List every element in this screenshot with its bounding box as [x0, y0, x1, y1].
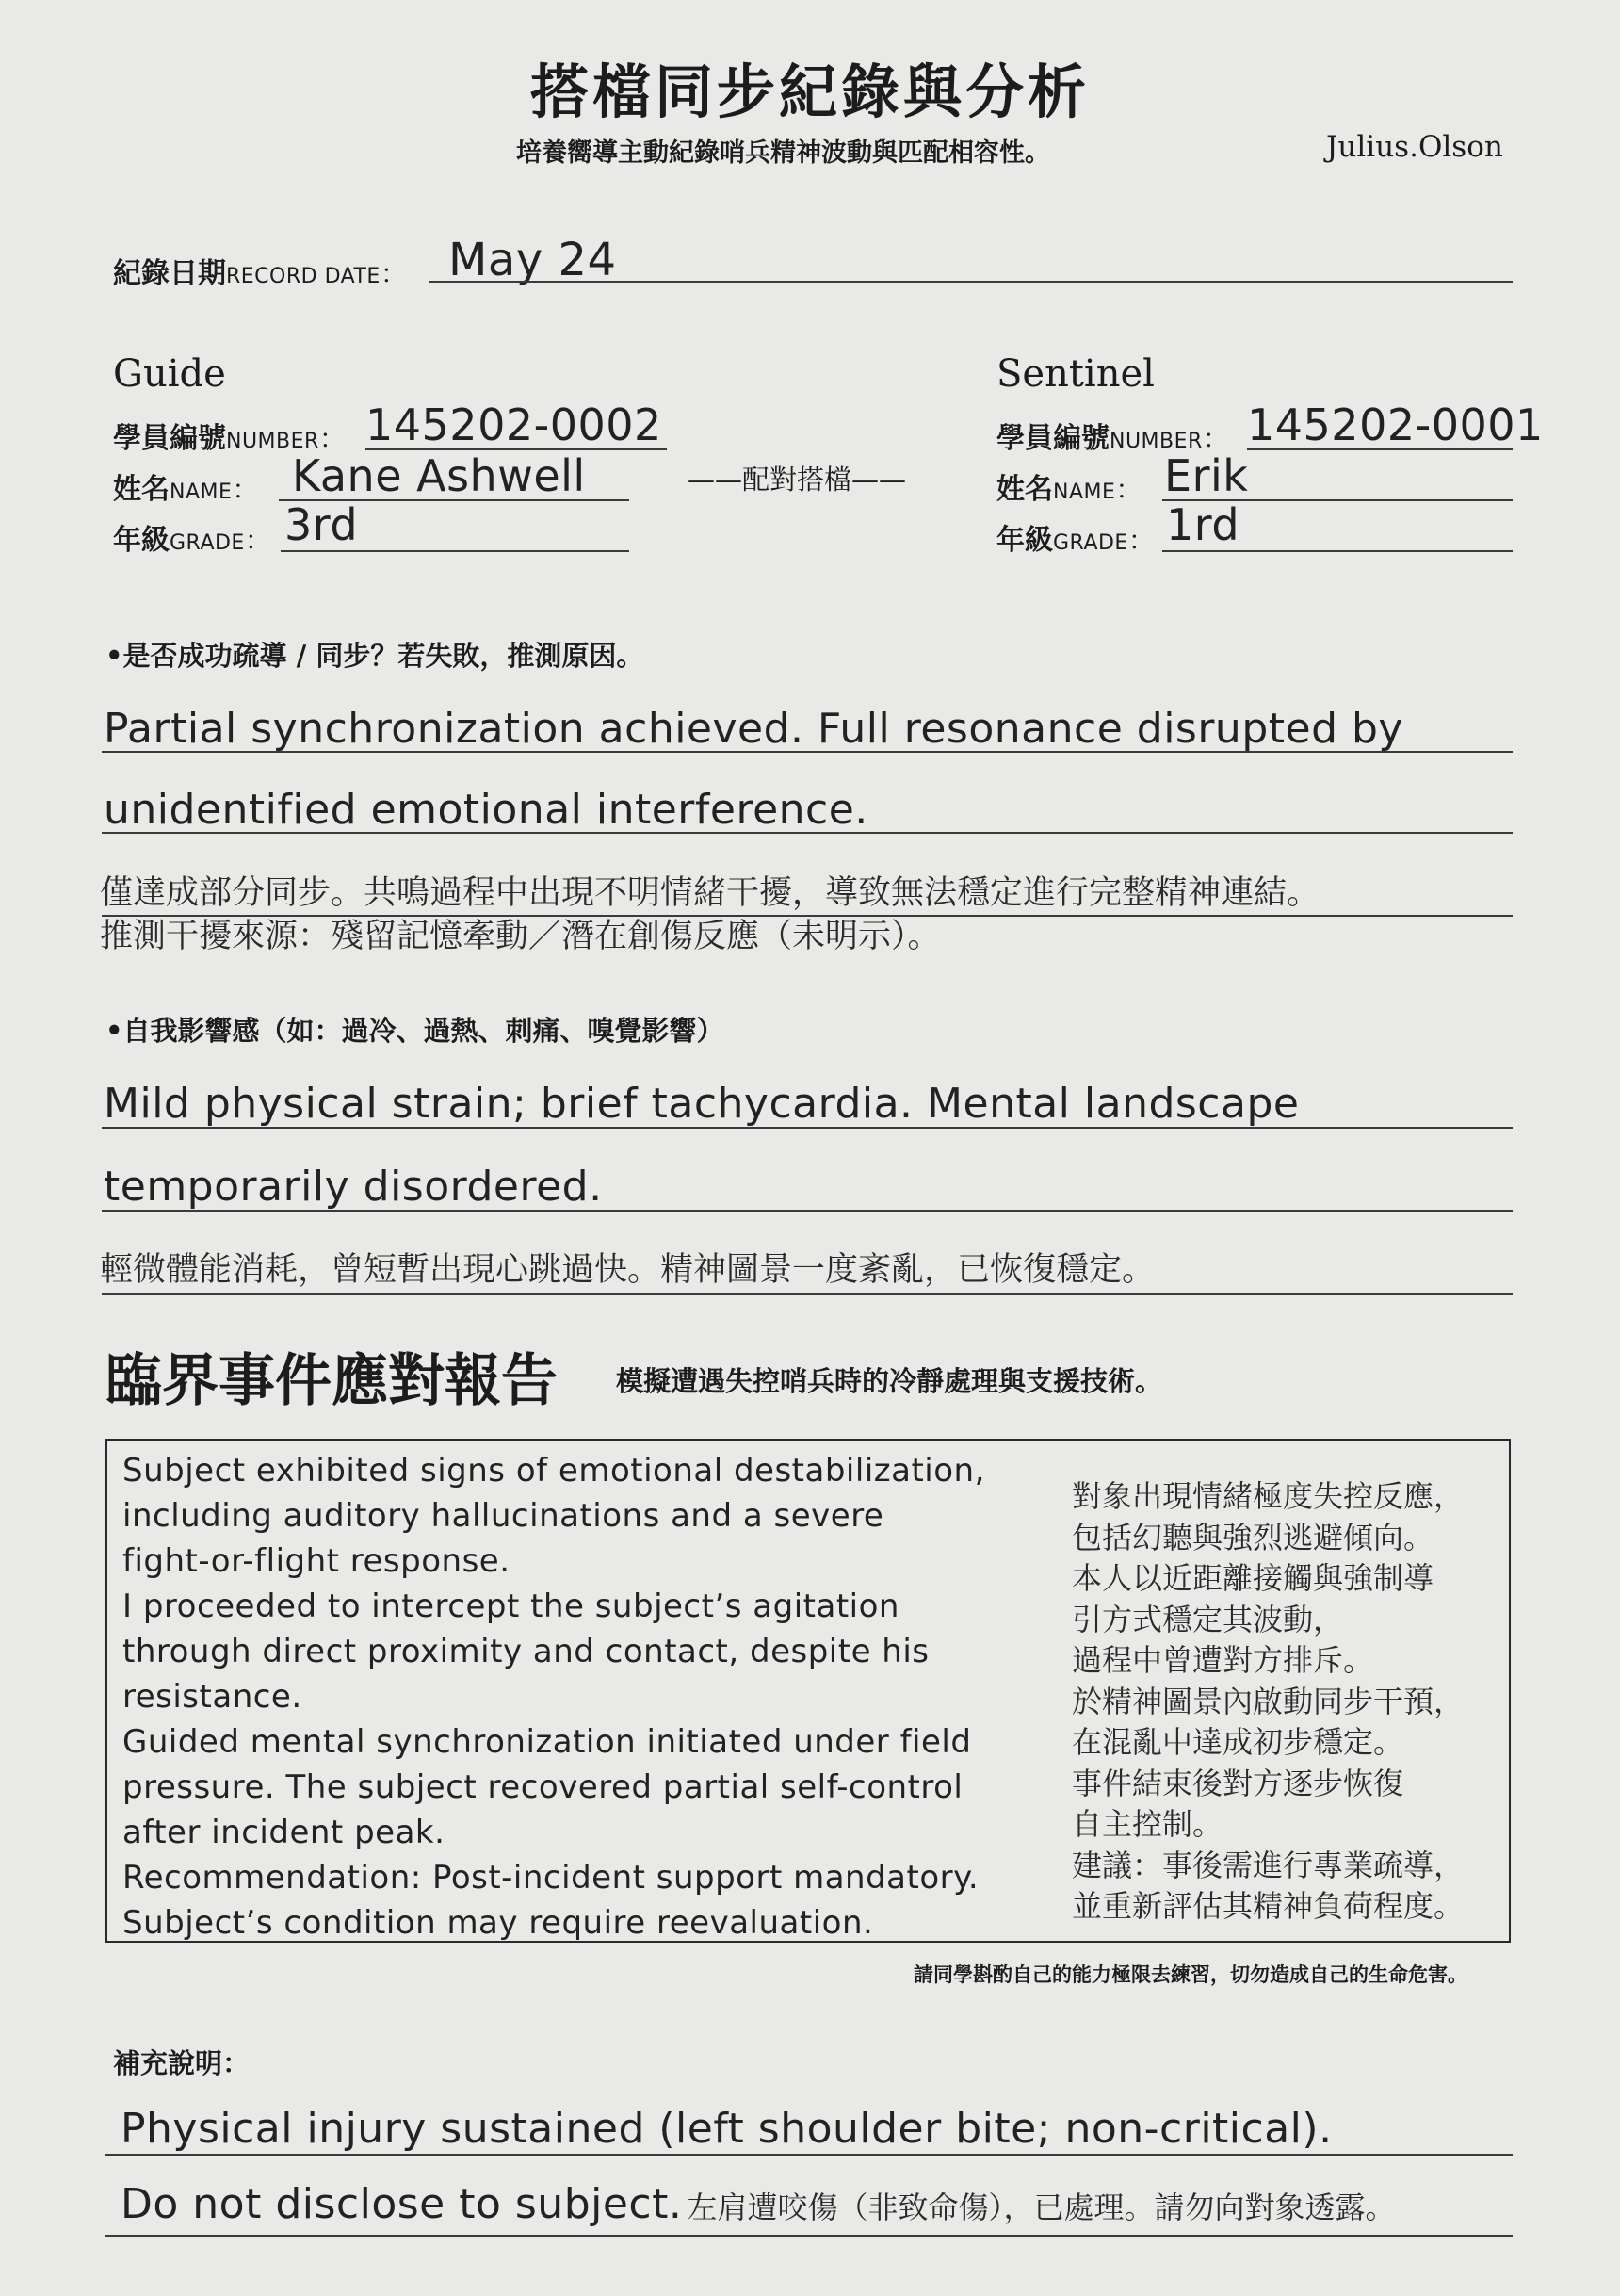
supplement-line1[interactable]: Physical injury sustained (left shoulder bite; non-critical). — [121, 2105, 1333, 2153]
question1-answer-en-line2[interactable]: unidentified emotional interference. — [104, 786, 868, 834]
page-subtitle: 培養嚮導主動紀錄哨兵精神波動與匹配相容性。 — [516, 138, 1050, 168]
supplement-line2-zh: 左肩遭咬傷（非致命傷），已處理。請勿向對象透露。 — [687, 2190, 1396, 2225]
record-date-colon: ： — [380, 258, 407, 289]
question2-line2-underline — [102, 1210, 1513, 1212]
record-date-label — [113, 250, 407, 291]
supplement-line2-underline — [105, 2235, 1513, 2237]
sentinel-number-value[interactable]: 145202-0001 — [1247, 399, 1544, 450]
author-name: Julius.Olson — [1326, 130, 1503, 164]
record-date-label-en: RECORD DATE — [226, 265, 381, 288]
critical-report-body-zh[interactable]: 對象出現情緒極度失控反應， 包括幻聽與強烈逃避傾向。 本人以近距離接觸與強制導 引方式穩定其波動， 過程中曾遭對方排斥。 於精神圖景內啟動同步干預， 在混亂中達成初步穩定。 事件結束後對方逐步恢復 自主控制。 建議：事後需進行專業疏導， 並重新評估其精神負荷程度。 — [1072, 1478, 1465, 1924]
guide-grade-value[interactable]: 3rd — [284, 499, 359, 550]
question2-prompt: •自我影響感（如：過冷、過熱、刺痛、嗅覺影響） — [105, 1015, 724, 1047]
record-date-label-cn: 紀錄日期 — [113, 257, 226, 290]
question1-answer-zh-line2[interactable]: 推測干擾來源：殘留記憶牽動／潛在創傷反應（未明示）。 — [100, 918, 941, 955]
question1-answer-en-line1[interactable]: Partial synchronization achieved. Full resonance disrupted by — [104, 705, 1403, 753]
question1-prompt: •是否成功疏導 / 同步？若失敗，推測原因。 — [105, 640, 644, 672]
question2-line1-underline — [102, 1127, 1513, 1129]
question1-answer-zh-line1[interactable]: 僅達成部分同步。共鳴過程中出現不明情緒干擾，導致無法穩定進行完整精神連結。 — [100, 874, 1320, 912]
sentinel-grade-label: 年級GRADE： — [996, 524, 1155, 557]
supplement-label: 補充說明： — [113, 2047, 251, 2079]
guide-grade-underline — [281, 550, 629, 552]
guide-name-label: 姓名NAME： — [113, 473, 259, 506]
critical-report-title: 臨界事件應對報告 — [105, 1348, 558, 1414]
supplement-line2-en: Do not disclose to subject. — [121, 2180, 683, 2228]
pairing-label: ——配對搭檔—— — [688, 464, 907, 496]
question2-answer-en-line2[interactable]: temporarily disordered. — [104, 1163, 603, 1211]
question2-line3-underline — [102, 1293, 1513, 1295]
sentinel-number-label: 學員編號NUMBER： — [996, 422, 1229, 455]
guide-number-label: 學員編號NUMBER： — [113, 422, 346, 455]
sentinel-grade-value[interactable]: 1rd — [1166, 499, 1240, 550]
sentinel-name-value[interactable]: Erik — [1164, 450, 1249, 501]
question1-line2-underline — [102, 832, 1513, 834]
guide-name-value[interactable]: Kane Ashwell — [292, 450, 586, 501]
record-date-underline — [429, 281, 1513, 283]
critical-report-body-en[interactable]: Subject exhibited signs of emotional destabilization, including auditory hallucinations and a severe fight-or-flight response. I proceeded to intercept the subject’s agitation through direct proximity and contact, despite his resistance. Guided mental synchronization initiated under field pressure. The subject recovered partial self-control after incident peak. Recommendation: Post-incident support mandatory. Subject’s condition may require reevaluation. — [122, 1452, 985, 1942]
critical-report-box — [105, 1439, 1511, 1943]
sentinel-name-label: 姓名NAME： — [996, 473, 1142, 506]
critical-report-subtitle: 模擬遭遇失控哨兵時的冷靜處理與支援技術。 — [616, 1365, 1163, 1397]
supplement-line2[interactable] — [121, 2180, 1395, 2228]
supplement-line1-underline — [105, 2154, 1513, 2156]
sentinel-heading: Sentinel — [996, 352, 1155, 396]
guide-grade-label: 年級GRADE： — [113, 524, 271, 557]
record-date-value[interactable]: May 24 — [448, 234, 617, 286]
guide-number-value[interactable]: 145202-0002 — [365, 399, 662, 450]
question1-line1-underline — [102, 751, 1513, 753]
sentinel-grade-underline — [1162, 550, 1513, 552]
sentinel-number-underline — [1247, 448, 1513, 450]
question2-answer-en-line1[interactable]: Mild physical strain; brief tachycardia. Mental landscape — [104, 1080, 1300, 1128]
page-title: 搭檔同步紀錄與分析 — [529, 57, 1090, 126]
safety-warning: 請同學斟酌自己的能力極限去練習，切勿造成自己的生命危害。 — [914, 1963, 1467, 1986]
guide-heading: Guide — [113, 352, 226, 396]
question2-answer-zh-line1[interactable]: 輕微體能消耗，曾短暫出現心跳過快。精神圖景一度紊亂，已恢復穩定。 — [100, 1251, 1156, 1289]
